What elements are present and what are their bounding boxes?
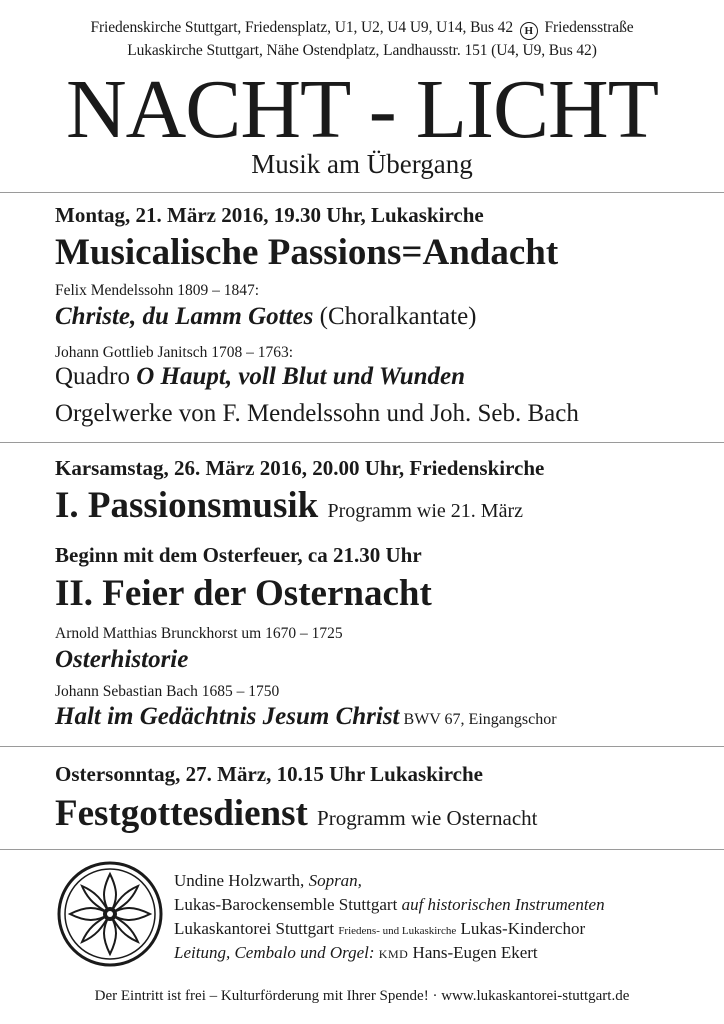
- event1-composer-1: Felix Mendelssohn 1809 – 1847:: [55, 282, 260, 299]
- credit-name: Undine Holzwarth,: [174, 871, 309, 890]
- event1-heading: Musicalische Passions=Andacht: [55, 232, 559, 273]
- event1-work-1: [55, 304, 477, 329]
- credit-soloist: [174, 872, 362, 889]
- divider: [0, 442, 724, 443]
- header-line-2: Lukaskirche Stuttgart, Nähe Ostendplatz, Landhausstr. 151 (U4, U9, Bus 42): [127, 42, 597, 59]
- credit-role: Sopran,: [308, 871, 362, 890]
- credit-name: Lukas-Kinderchor: [456, 919, 586, 938]
- header-line-1: [0, 19, 724, 40]
- event1-organ: Orgelwerke von F. Mendelssohn und Joh. Seb. Bach: [55, 400, 579, 427]
- credit-name: Hans-Eugen Ekert: [408, 943, 538, 962]
- event3-heading: [55, 795, 538, 832]
- stop-name: Friedensstraße: [544, 19, 634, 36]
- heading-note: Programm wie Osternacht: [317, 806, 538, 830]
- work-title: Osterhistorie: [55, 646, 189, 673]
- heading-note: Programm wie 21. März: [327, 500, 523, 522]
- credit-note: Friedens- und Lukaskirche: [338, 925, 457, 937]
- work-title: Christe, du Lamm Gottes: [55, 303, 314, 330]
- event1-date: Montag, 21. März 2016, 19.30 Uhr, Lukaskirche: [55, 203, 484, 227]
- heading-text: I. Passionsmusik: [55, 485, 319, 526]
- divider: [0, 192, 724, 193]
- work-suffix: (Choralkantate): [313, 303, 477, 330]
- event2-composer-1: Arnold Matthias Brunckhorst um 1670 – 1725: [55, 625, 343, 642]
- event2-heading: [55, 487, 523, 524]
- page-subtitle: Musik am Übergang: [251, 149, 473, 179]
- h-badge-icon: H: [520, 22, 538, 40]
- divider: [0, 746, 724, 747]
- venue-friedenskirche: Friedenskirche Stuttgart, Friedensplatz, U1, U2, U4 U9, U14, Bus 42: [90, 19, 513, 36]
- event2-composer-2: Johann Sebastian Bach 1685 – 1750: [55, 683, 280, 700]
- event2-date-2: Beginn mit dem Osterfeuer, ca 21.30 Uhr: [55, 543, 422, 567]
- event2-work-2: [55, 704, 557, 729]
- credit-name: Lukas-Barockensemble Stuttgart: [174, 895, 402, 914]
- work-title: Halt im Gedächtnis Jesum Christ: [55, 703, 400, 730]
- event2-work-1: [55, 647, 188, 672]
- divider: [0, 849, 724, 850]
- credit-title: KMD: [378, 947, 409, 961]
- event2-heading-2: II. Feier der Osternacht: [55, 573, 432, 614]
- credit-direction: [174, 944, 538, 961]
- footer-text: Der Eintritt ist frei – Kulturförderung mit Ihrer Spende! · www.lukaskantorei-stuttgart.de: [94, 988, 630, 1004]
- credit-role: auf historischen Instrumenten: [401, 895, 605, 914]
- credit-choir: [174, 920, 585, 937]
- credit-ensemble: [174, 896, 605, 913]
- event3-date: Ostersonntag, 27. März, 10.15 Uhr Lukaskirche: [55, 762, 483, 786]
- heading-text: Festgottesdienst: [55, 793, 308, 834]
- rosette-emblem-icon: [56, 860, 164, 968]
- work-title: O Haupt, voll Blut und Wunden: [136, 363, 466, 390]
- credit-name: Lukaskantorei Stuttgart: [174, 919, 339, 938]
- work-prefix: Quadro: [55, 363, 137, 390]
- credit-role: Leitung, Cembalo und Orgel:: [174, 943, 379, 962]
- page-title: NACHT - LICHT: [65, 63, 659, 156]
- event2-date: Karsamstag, 26. März 2016, 20.00 Uhr, Friedenskirche: [55, 456, 545, 480]
- event1-composer-2: Johann Gottlieb Janitsch 1708 – 1763:: [55, 344, 294, 361]
- event1-work-2: [55, 364, 465, 389]
- work-suffix: BWV 67, Eingangschor: [399, 711, 557, 728]
